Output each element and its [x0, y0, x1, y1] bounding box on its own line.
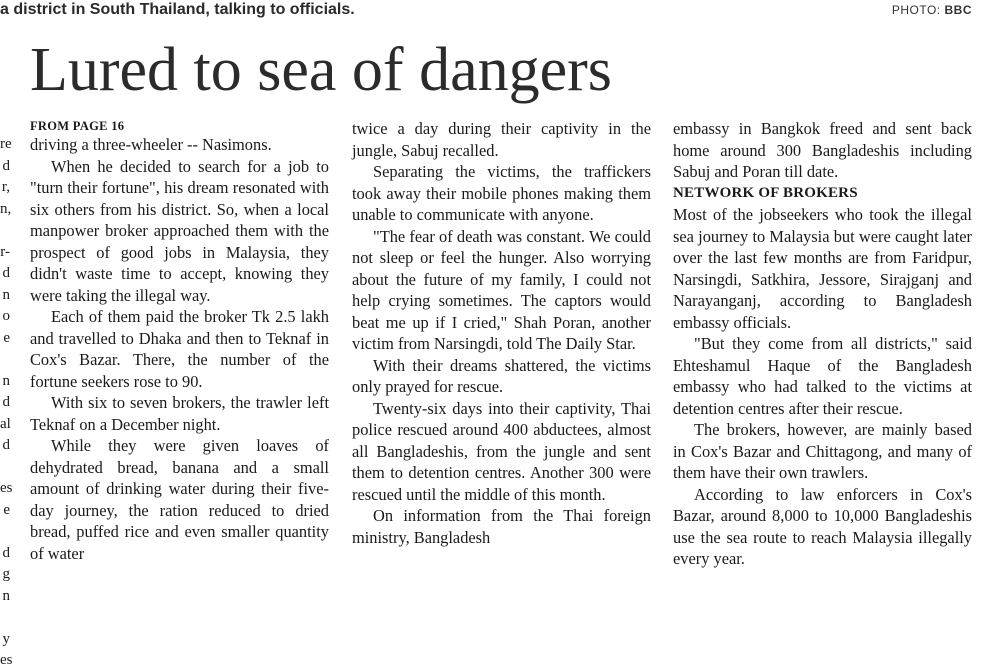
fragment: n	[2, 286, 10, 303]
photo-credit-label: PHOTO:	[891, 3, 941, 17]
from-page-label: FROM PAGE 16	[30, 119, 125, 133]
adjacent-column-fragments	[0, 134, 13, 672]
fragment	[0, 607, 10, 629]
paragraph: Separating the victims, the traffickers took away their mobile phones making them unable to communicate with anyone.	[352, 162, 651, 224]
fragment: al	[0, 415, 11, 432]
fragment: r-	[0, 243, 10, 260]
paragraph: Most of the jobseekers who took the illegal sea journey to Malaysia but were caught later over the last few months are from Faridpur, Narsingdi, Satkhira, Jessore, Sirajganj and Narayanganj, according to Bangladesh embassy officials.	[673, 205, 972, 332]
paragraph: "The fear of death was constant. We could not sleep or feel the hunger. Also worrying about the future of my family, I could not help crying sometimes. The captors would beat me up if I cried," Shah Poran, another victim from Narsingdi, told The Daily Star.	[352, 226, 651, 353]
fragment	[0, 457, 10, 479]
fragment: n	[2, 372, 10, 389]
fragment: es	[0, 480, 13, 496]
paragraph: While they were given loaves of dehydrated bread, banana and a small amount of drinking water during their five-day journey, the ration reduced to dried bread, puffed rice and even smaller quantity of water	[30, 436, 329, 563]
fragment: e	[3, 501, 10, 518]
fragment: re	[0, 136, 12, 152]
paragraph: On information from the Thai foreign ministry, Bangladesh	[352, 506, 651, 547]
fragment: y	[2, 630, 10, 647]
fragment: d	[2, 157, 10, 174]
paragraph: According to law enforcers in Cox's Bazar, around 8,000 to 10,000 Bangladeshis use the sea route to reach Malaysia illegally every year.	[673, 484, 972, 568]
fragment: r,	[1, 179, 10, 195]
photo-credit-source: BBC	[944, 3, 972, 17]
article-column-1	[30, 118, 329, 564]
fragment	[0, 220, 10, 242]
fragment: g	[2, 566, 10, 582]
photo-credit	[892, 3, 972, 17]
fragment: d	[2, 437, 10, 453]
fragment: d	[2, 394, 10, 410]
fragment: d	[2, 544, 10, 561]
fragment	[0, 521, 10, 543]
paragraph: driving a three-wheeler -- Nasimons.	[30, 135, 272, 154]
photo-caption: a district in South Thailand, talking to officials.	[0, 1, 355, 18]
fragment: n	[2, 587, 10, 604]
article-column-3	[673, 118, 972, 570]
fragment: d	[2, 265, 10, 281]
paragraph: Twenty-six days into their captivity, Thai police rescued around 400 abductees, almost all Bangladeshis, from the jungle and sent them to detention centres. Another 300 were rescued until the middle of this month.	[352, 398, 651, 504]
paragraph: The brokers, however, are mainly based in Cox's Bazar and Chittagong, and many of them have their own trawlers.	[673, 420, 972, 482]
paragraph: twice a day during their captivity in the jungle, Sabuj recalled.	[352, 119, 651, 160]
paragraph: With six to seven brokers, the trawler left Teknaf on a December night.	[30, 393, 329, 434]
paragraph: With their dreams shattered, the victims only prayed for rescue.	[352, 355, 651, 396]
fragment: n,	[0, 200, 12, 217]
paragraph: "But they come from all districts," said Ehteshamul Haque of the Bangladesh embassy who had talked to the victims at detention centres after their rescue.	[673, 334, 972, 418]
fragment: e	[3, 329, 10, 346]
subheading: NETWORK OF BROKERS	[673, 184, 858, 201]
fragment	[0, 349, 10, 371]
fragment: es	[0, 652, 13, 668]
headline: Lured to sea of dangers	[30, 36, 612, 104]
article-column-2	[352, 118, 651, 548]
fragment: o	[2, 308, 10, 324]
paragraph: When he decided to search for a job to "turn their fortune", his dream resonated with six others from his district. So, when a local manpower broker approached them with the prospect of good jobs in Malaysia, they didn't waste time to accept, knowing they were taking the illegal way.	[30, 156, 329, 305]
paragraph: Each of them paid the broker Tk 2.5 lakh and travelled to Dhaka and then to Teknaf in Cox's Bazar. There, the number of the fortune seekers rose to 90.	[30, 307, 329, 391]
paragraph: embassy in Bangkok freed and sent back home around 300 Bangladeshis including Sabuj and Poran till date.	[673, 119, 972, 181]
